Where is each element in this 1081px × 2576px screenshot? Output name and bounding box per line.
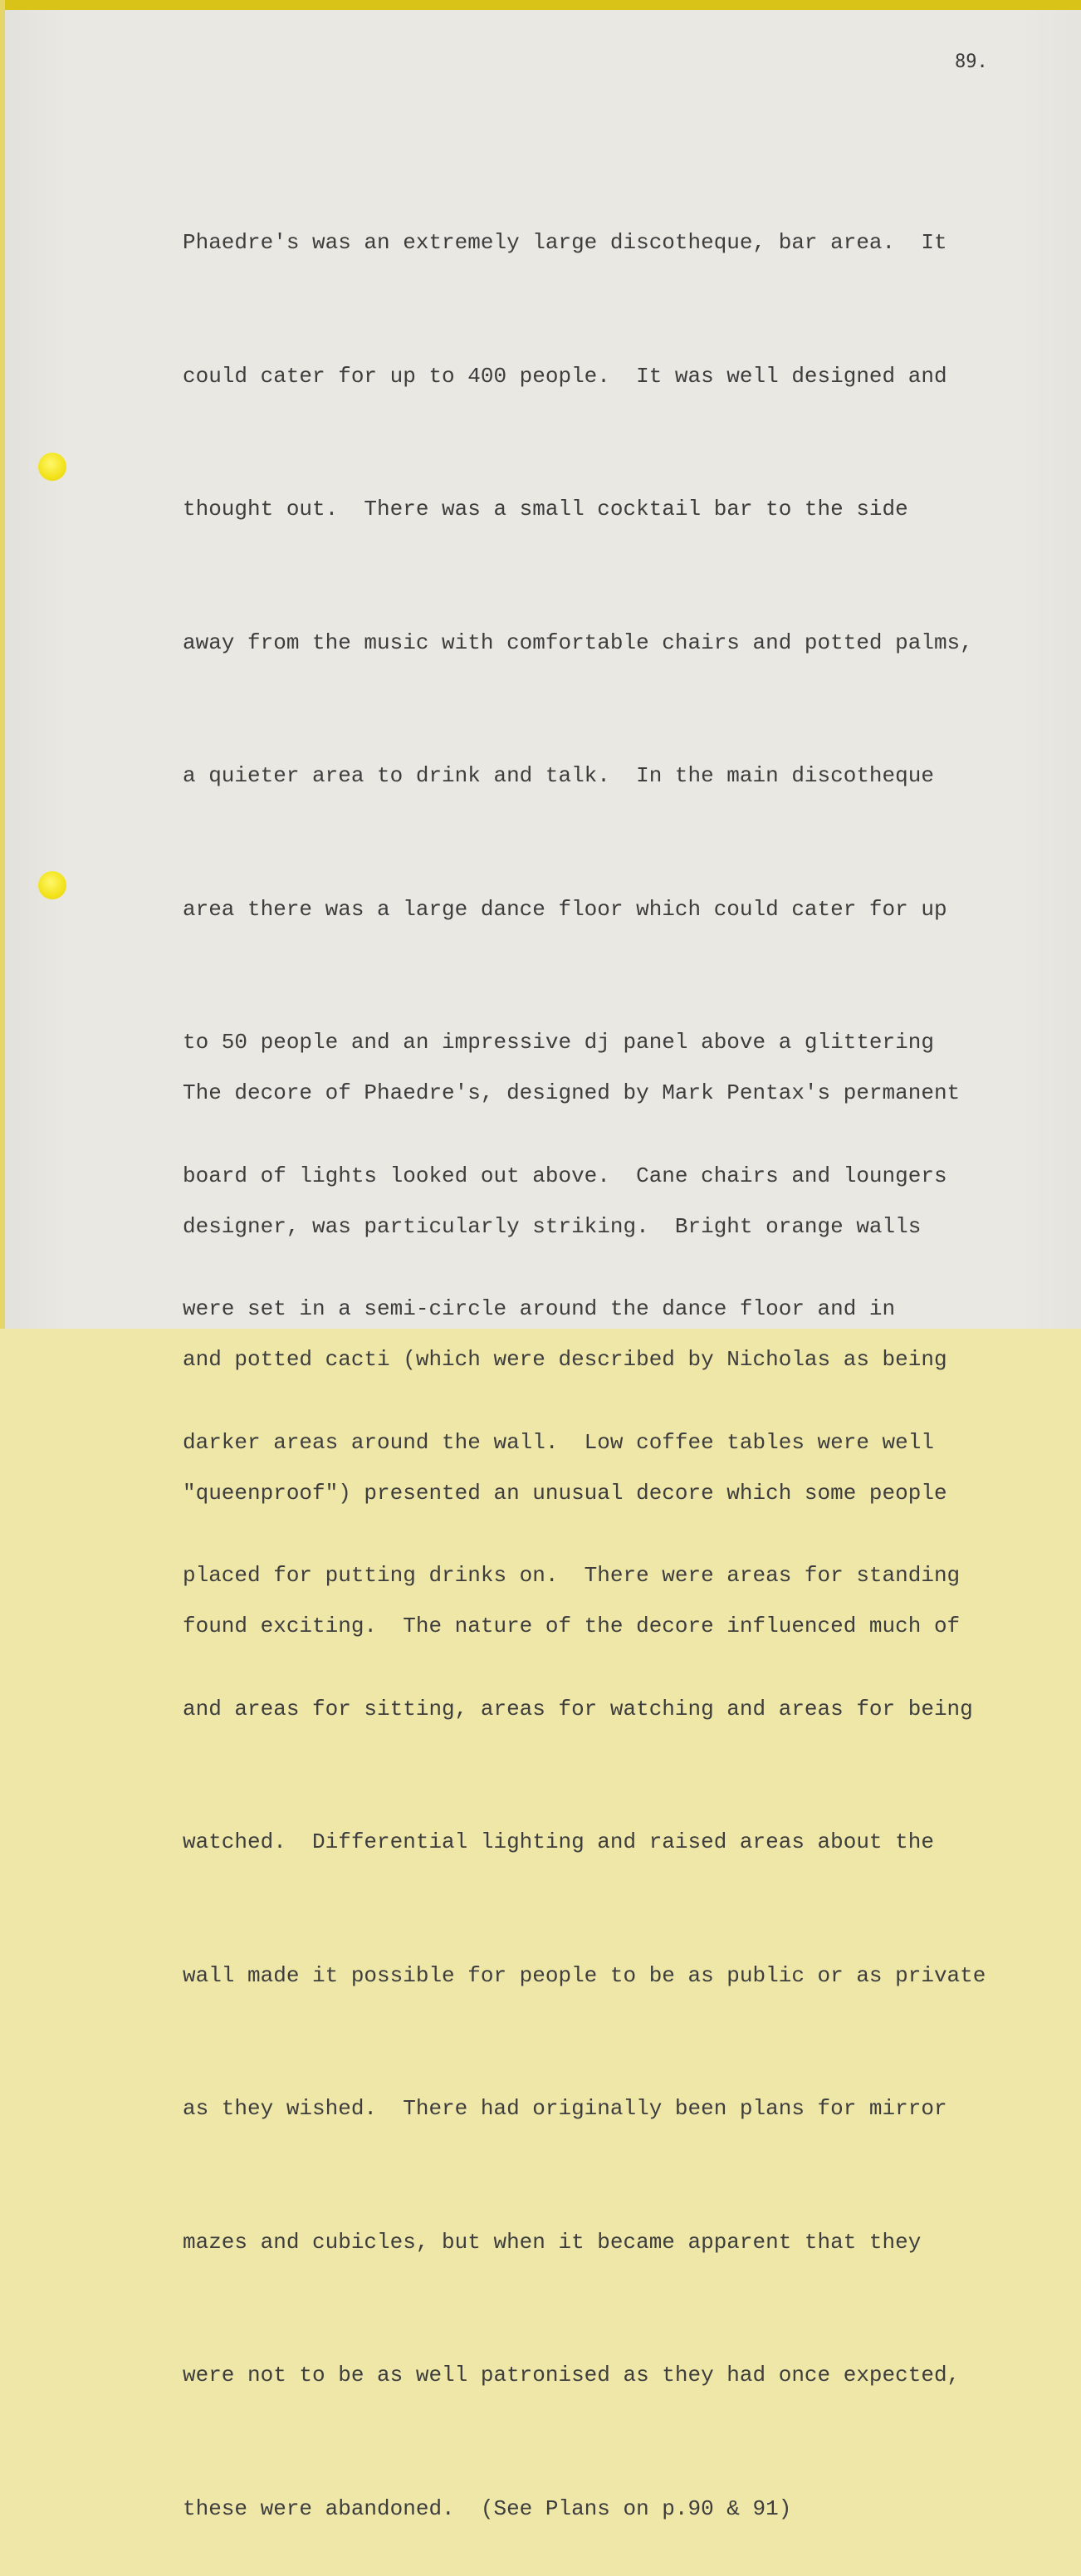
text-line: "queenproof") presented an unusual decore which some people <box>183 1480 947 1506</box>
punch-hole-reinforcement <box>38 453 66 481</box>
text-line: The decore of Phaedre's, designed by Mark Pentax's permanent <box>183 1080 961 1105</box>
punch-hole-reinforcement <box>38 871 66 899</box>
text-line: board of lights looked out above. Cane chairs and loungers <box>183 1163 947 1188</box>
text-line: designer, was particularly striking. Bright orange walls <box>183 1213 922 1239</box>
text-line: and potted cacti (which were described by Nicholas as being <box>183 1347 947 1372</box>
text-line: Phaedre's was an extremely large discotheque, bar area. It <box>183 230 947 255</box>
text-line: watched. Differential lighting and raised areas about the <box>183 1829 934 1854</box>
text-line: were set in a semi-circle around the dance floor and in <box>183 1296 896 1321</box>
page-number: 89. <box>955 51 988 72</box>
text-line: a quieter area to drink and talk. In the main discotheque <box>183 763 934 788</box>
text-line: and areas for sitting, areas for watching and areas for being <box>183 1696 973 1721</box>
text-line: away from the music with comfortable chairs and potted palms, <box>183 629 973 655</box>
text-line: mazes and cubicles, but when it became apparent that they <box>183 2229 922 2255</box>
text-line: these were abandoned. (See Plans on p.90 & 91) <box>183 2495 792 2521</box>
text-line: darker areas around the wall. Low coffee tables were well <box>183 1429 934 1455</box>
folder-top-edge <box>0 0 1081 10</box>
text-line: were not to be as well patronised as they had once expected, <box>183 2363 961 2387</box>
text-line: as they wished. There had originally been plans for mirror <box>183 2096 947 2121</box>
text-line: placed for putting drinks on. There were areas for standing <box>183 1563 961 1588</box>
text-line: to 50 people and an impressive dj panel above a glittering <box>183 1030 934 1055</box>
text-line: thought out. There was a small cocktail bar to the side <box>183 497 908 522</box>
text-line: area there was a large dance floor which could cater for up <box>183 896 947 922</box>
paragraph-decore <box>183 982 960 1693</box>
text-line: could cater for up to 400 people. It was well designed and <box>183 363 947 389</box>
text-line: found exciting. The nature of the decore influenced much of <box>183 1614 961 1638</box>
text-line: wall made it possible for people to be as public or as private <box>183 1962 986 1988</box>
